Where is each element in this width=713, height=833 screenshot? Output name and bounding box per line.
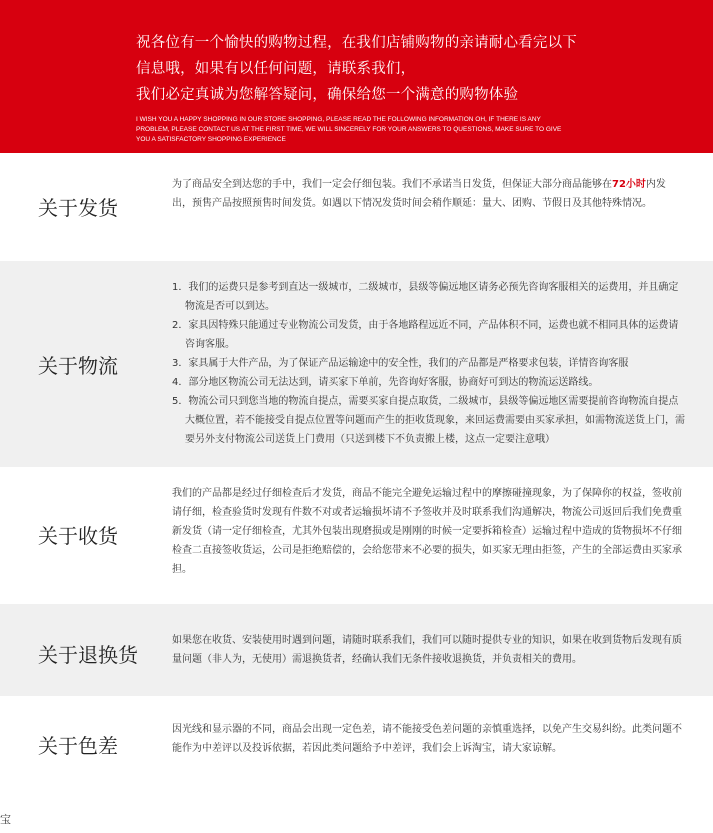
shipping-title: 关于发货 xyxy=(38,196,118,220)
receiving-title: 关于收货 xyxy=(38,524,118,548)
returns-body: 如果您在收货、安装使用时遇到问题，请随时联系我们，我们可以随时提供专业的知识，如果在收到货物后发现有质量问题（非人为，无使用）需退换货者，经确认我们无条件接收退换货，并负责相关的费用。 xyxy=(172,635,682,665)
logistics-item: 1．我们的运费只是参考到直达一级城市，二级城市，县级等偏远地区请务必预先咨询客服相关的运费用，并且确定物流是否可以到达。 xyxy=(172,282,679,312)
logistics-item: 2．家具因特殊只能通过专业物流公司发货，由于各地路程远近不同，产品体积不同，运费也就不相同具体的运费请咨询客服。 xyxy=(172,320,679,350)
color-difference-title: 关于色差 xyxy=(38,734,118,758)
color-difference-section xyxy=(0,696,713,796)
shipping-body xyxy=(172,175,684,213)
returns-title: 关于退换货 xyxy=(38,643,138,667)
banner-line-1: 祝各位有一个愉快的购物过程，在我们店铺购物的亲请耐心看完以下 xyxy=(136,35,577,51)
shipping-highlight: 72小时 xyxy=(612,179,646,190)
receiving-body: 我们的产品都是经过仔细检查后才发货，商品不能完全避免运输过程中的摩擦碰撞现象，为了保障你的权益，签收前请仔细，检查验货时发现有件数不对或者运输损坏请不予签收并及时联系我们沟通解决，物流公司返回后我们免费重新发货（请一定仔细检查，尤其外包装出现磨损或是刚刚的时候一定要拆箱检查）运输过程中造成的货物损坏不仔细检查二直接签收货运，公司是拒绝赔偿的，会给您带来不必要的损失，如买家无理由拒签，产生的全部运费由买家承担。 xyxy=(172,488,682,575)
receiving-section xyxy=(0,467,713,604)
footer-text: 宝 xyxy=(0,813,11,826)
logistics-title: 关于物流 xyxy=(38,354,118,378)
logistics-section xyxy=(0,261,713,467)
logistics-item: 3．家具属于大件产品，为了保证产品运输途中的安全性，我们的产品都是严格要求包装，详情咨询客服 xyxy=(172,358,629,369)
shipping-text-a: 为了商品安全到达您的手中，我们一定会仔细包装。我们不承诺当日发货，但保证大部分商品能够在 xyxy=(172,179,612,190)
notice-banner xyxy=(0,0,713,153)
logistics-item: 5．物流公司只到您当地的物流自提点，需要买家自提点取货，二级城市，县级等偏远地区需要提前咨询物流自提点大概位置，若不能接受自提点位置等问题而产生的拒收货现象，来回运费需要由买家承担，如需物流送货上门，需要另外支付物流公司送货上门费用（只送到楼下不负责搬上楼，这点一定要注意哦） xyxy=(172,396,685,445)
shipping-text-b: 内发出，预售产品按照预售时间发货。如遇以下情况发货时间会稍作顺延：量大、团购、节假日及其他特殊情况。 xyxy=(172,179,666,209)
banner-line-2: 信息哦，如果有以任何问题，请联系我们， xyxy=(136,61,416,77)
logistics-item: 4．部分地区物流公司无法达到，请买家下单前，先咨询好客服，协商好可到达的物流运送路线。 xyxy=(172,377,599,388)
shipping-section xyxy=(0,153,713,261)
color-difference-body: 因光线和显示器的不同，商品会出现一定色差，请不能接受色差问题的亲慎重选择，以免产生交易纠纷。此类问题不能作为中差评以及投诉依据，若因此类问题给予中差评，我们会上诉淘宝，请大家谅解。 xyxy=(172,724,682,754)
banner-line-3: 我们必定真诚为您解答疑问，确保给您一个满意的购物体验 xyxy=(136,87,519,103)
returns-section xyxy=(0,604,713,696)
logistics-list xyxy=(172,278,687,449)
banner-english-text: I WISH YOU A HAPPY SHOPPING IN OUR STORE SHOPPING, PLEASE READ THE FOLLOWING INFORMATION OH, IF THERE IS ANY PROBLEM, PLEASE CONTACT US AT THE FIRST TIME, WE WILL SINCERELY FOR YOUR ANSWERS TO QUESTIONS, MAKE SURE TO GIVE YOU A SATISFACTORY SHOPPING EXPERIENCE xyxy=(136,116,562,143)
